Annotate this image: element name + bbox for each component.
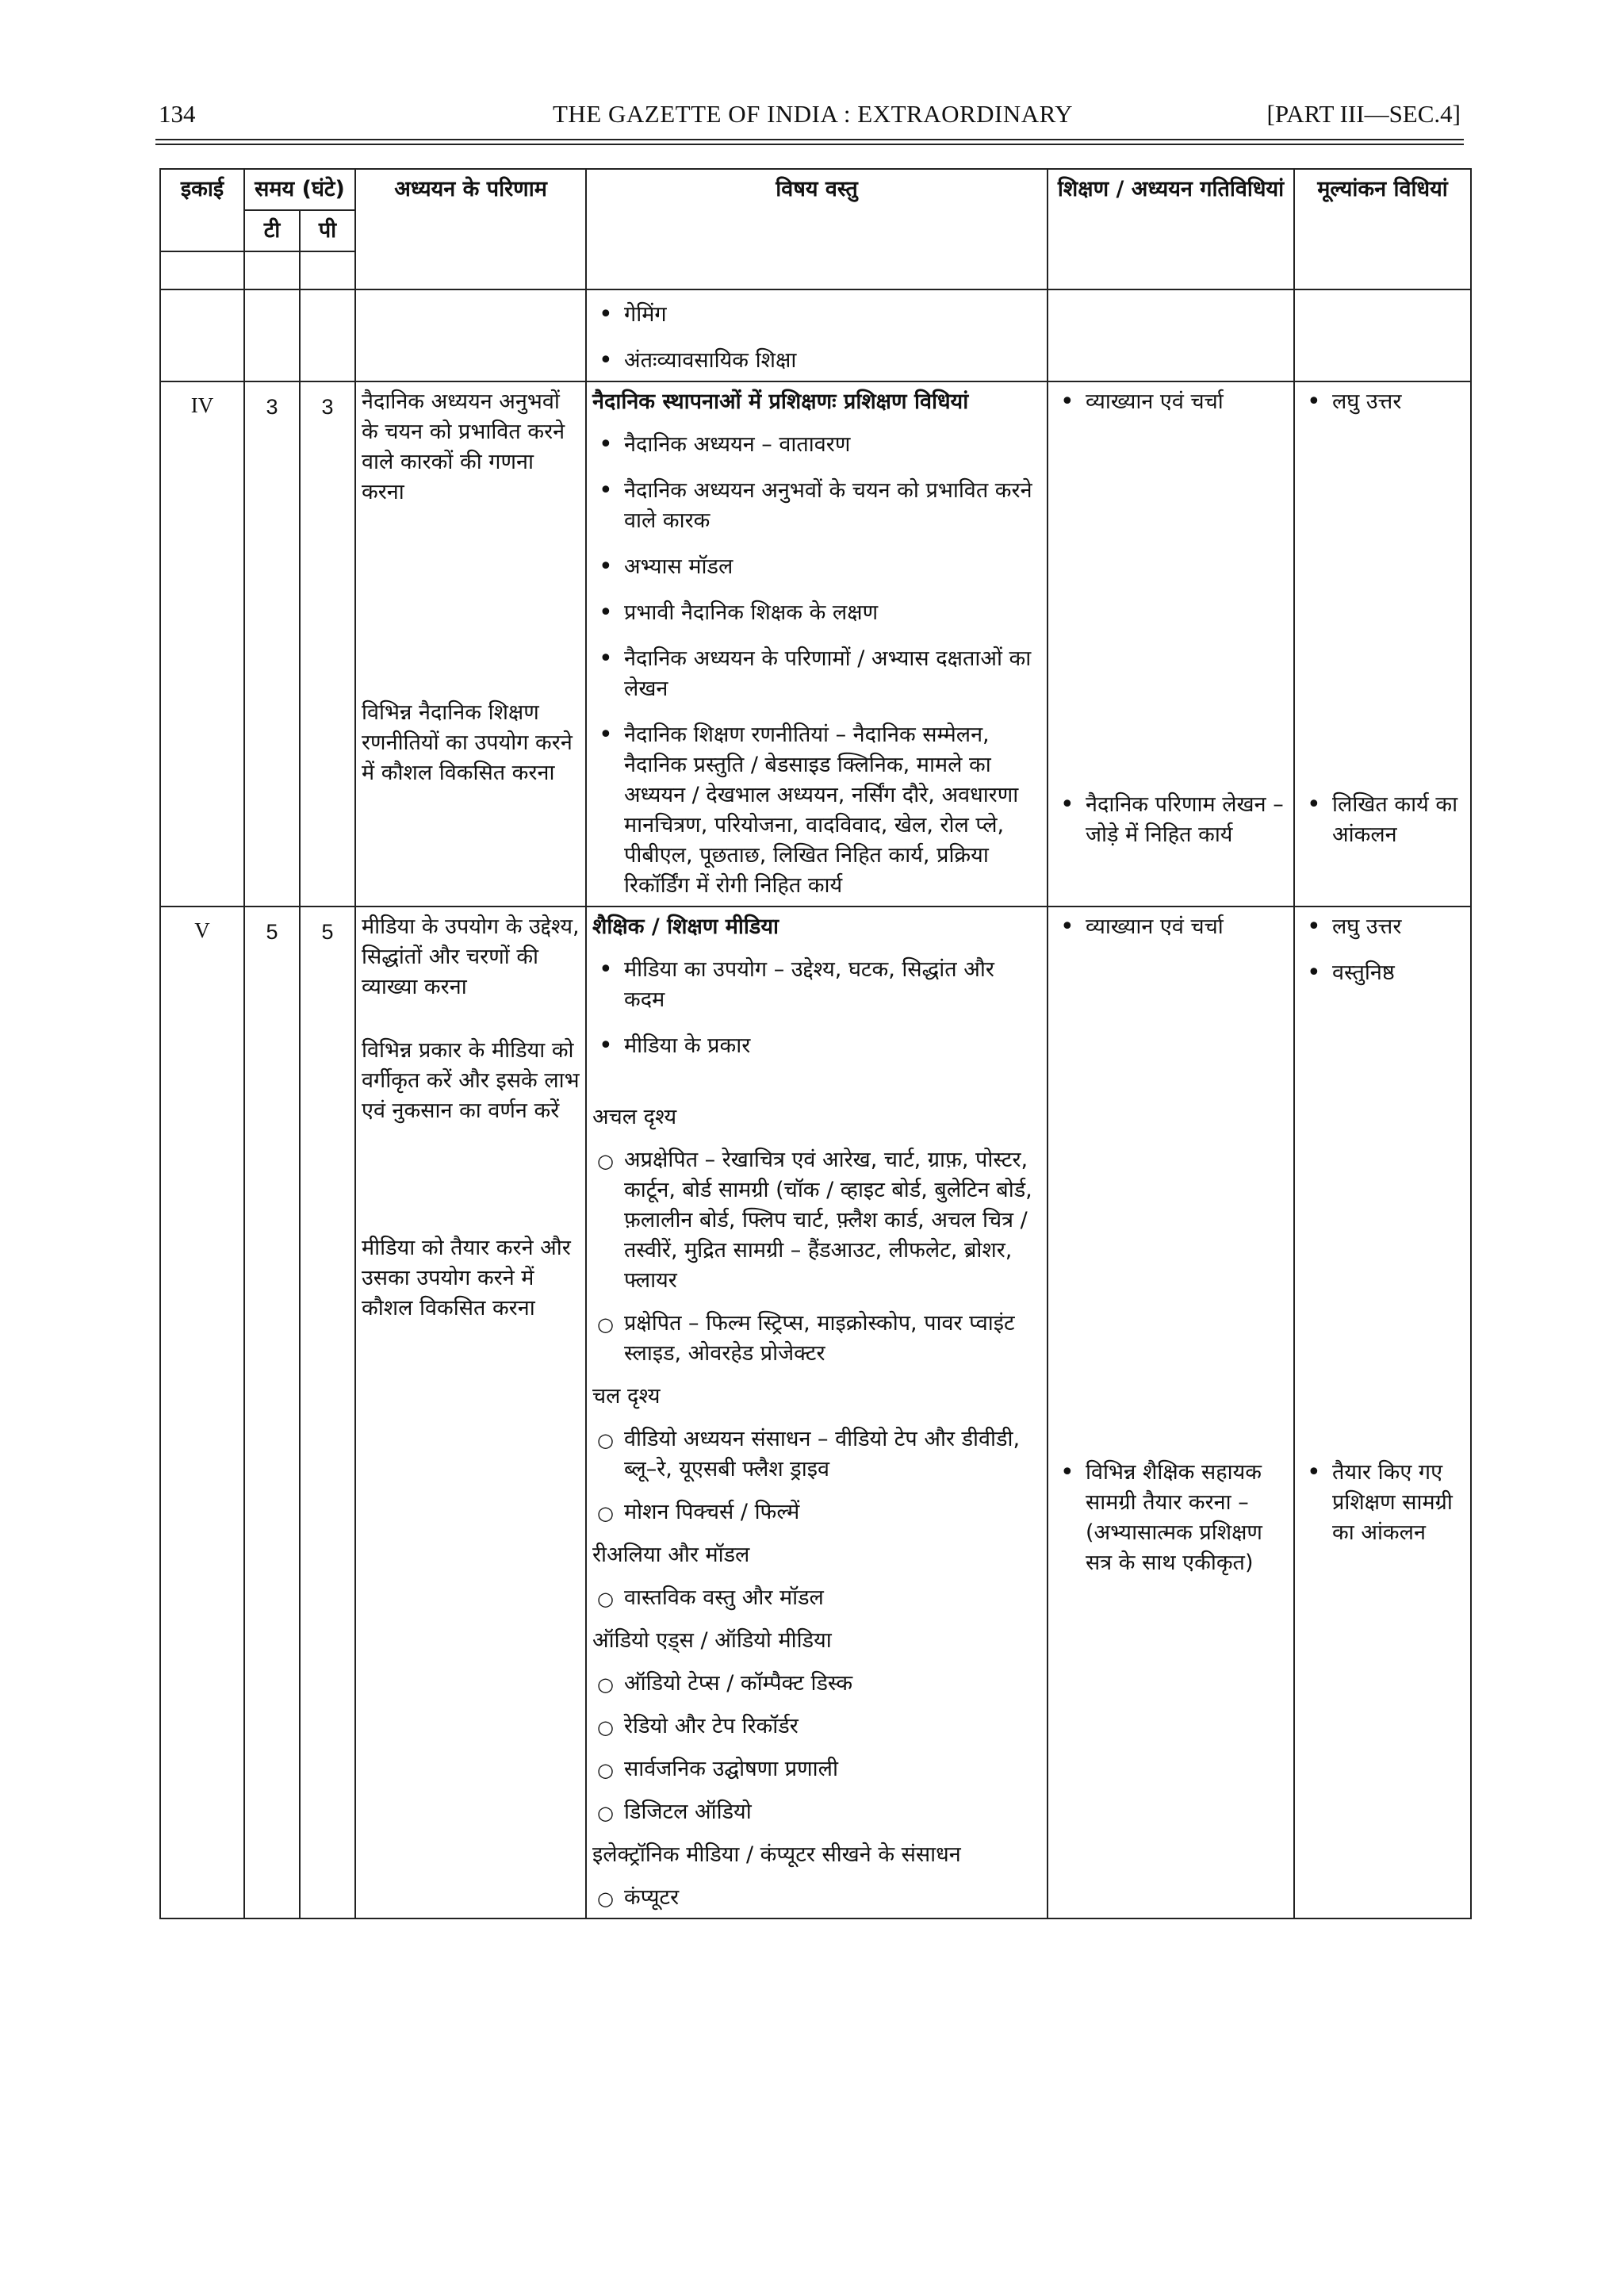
header-spacer [244,251,300,289]
subheading: रीअलिया और मॉडल [592,1543,750,1567]
outcomes-cell [355,907,586,1918]
list-item: • वस्तुनिष्ठ [1300,958,1465,988]
table-row-continuation [160,289,1471,381]
outcome-text: विभिन्न प्रकार के मीडिया को वर्गीकृत करें और इसके लाभ एवं नुकसान का वर्णन करें [362,1038,580,1123]
list-item: • गेमिंग [592,300,1041,330]
list-item: • मीडिया का उपयोग – उद्देश्य, घटक, सिद्धांत और कदम [592,955,1041,1015]
list-item: • लघु उत्तर [1300,387,1465,417]
list-item: • नैदानिक अध्ययन के परिणामों / अभ्यास दक्षताओं का लेखन [592,644,1041,704]
unit-number: V [160,907,244,1918]
subheading: चल दृश्य [592,1384,661,1409]
list-item: • प्रभावी नैदानिक शिक्षक के लक्षण [592,598,1041,628]
list-item: ○ प्रक्षेपित – फिल्म स्ट्रिप्स, माइक्रोस्कोप, पावर प्वाइंट स्लाइड, ओवरहेड प्रोजेक्टर [592,1309,1041,1369]
list-item: ○ रेडियो और टेप रिकॉर्डर [592,1711,1041,1742]
header-rule-double [155,144,1464,145]
activities-list [1054,387,1288,850]
outcome-text: नैदानिक अध्ययन अनुभवों के चयन को प्रभावित करने वाले कारकों की गणना करना [362,389,565,504]
empty-cell [1048,289,1294,381]
content-list [592,430,1041,901]
subheading: ऑडियो एड्स / ऑडियो मीडिया [592,1628,832,1653]
empty-cell [160,289,244,381]
evaluation-list [1300,387,1465,850]
list-item: • मीडिया के प्रकार [592,1031,1041,1061]
col-header-t: टी [244,210,300,251]
theory-hours: 3 [244,381,300,907]
outcome-text: मीडिया को तैयार करने और उसका उपयोग करने में कौशल विकसित करना [362,1236,571,1320]
sub-list [592,1669,1041,1827]
list-item: • अभ्यास मॉडल [592,552,1041,582]
gazette-title: THE GAZETTE OF INDIA : EXTRAORDINARY [552,100,1074,128]
col-header-unit: इकाई [160,169,244,251]
content-cell [586,289,1048,381]
list-item: ○ वीडियो अध्ययन संसाधन – वीडियो टेप और डीवीडी, ब्लू–रे, यूएसबी फ्लैश ड्राइव [592,1424,1041,1485]
sub-list [592,1883,1041,1913]
list-item: ○ मोशन पिक्चर्स / फिल्में [592,1497,1041,1527]
col-header-evaluation: मूल्यांकन विधियां [1294,169,1471,289]
list-item: ○ वास्तविक वस्तु और मॉडल [592,1583,1041,1613]
sub-list [592,1145,1041,1369]
subheading: अचल दृश्य [592,1105,677,1129]
list-item: • लिखित कार्य का आंकलन [1300,790,1465,850]
list-item: • अंतःव्यावसायिक शिक्षा [592,346,1041,376]
list-item: • लघु उत्तर [1300,912,1465,942]
theory-hours: 5 [244,907,300,1918]
empty-cell [300,289,355,381]
list-item: • नैदानिक अध्ययन अनुभवों के चयन को प्रभावित करने वाले कारक [592,476,1041,536]
empty-cell [244,289,300,381]
content-heading: शैक्षिक / शिक्षण मीडिया [592,914,779,939]
evaluation-list [1300,912,1465,1548]
practical-hours: 5 [300,907,355,1918]
header-rule [155,139,1464,140]
content-list [592,300,1041,376]
activities-cell [1048,381,1294,907]
sub-list [592,1424,1041,1527]
list-item: ○ ऑडियो टेप्स / कॉम्पैक्ट डिस्क [592,1669,1041,1699]
list-item: ○ अप्रक्षेपित – रेखाचित्र एवं आरेख, चार्ट, ग्राफ़, पोस्टर, कार्टून, बोर्ड सामग्री (चॉक / व्हाइट बोर्ड, बुलेटिन बोर्ड, फ़लालीन बोर्ड, फ्लिप चार्ट, फ़्लैश कार्ड, अचल चित्र / तस्वीरें, मुद्रित सामग्री – हैंडआउट, लीफलेट, ब्रोशर, फ्लायर [592,1145,1041,1296]
outcomes-cell [355,381,586,907]
content-cell [586,907,1048,1918]
table-row-unit-iv [160,381,1471,907]
header-spacer [160,251,244,289]
list-item: ○ कंप्यूटर [592,1883,1041,1913]
page-header [159,94,1467,133]
list-item: • नैदानिक शिक्षण रणनीतियां – नैदानिक सम्मेलन, नैदानिक प्रस्तुति / बेडसाइड क्लिनिक, मामले का अध्ययन / देखभाल अध्ययन, नर्सिंग दौरे, अवधारणा मानचित्रण, परियोजना, वादविवाद, खेल, रोल प्ले, पीबीएल, पूछताछ, लिखित निहित कार्य, प्रक्रिया रिकॉर्डिंग में रोगी निहित कार्य [592,720,1041,901]
outcome-text: विभिन्न नैदानिक शिक्षण रणनीतियों का उपयोग करने में कौशल विकसित करना [362,700,573,785]
subheading: इलेक्ट्रॉनिक मीडिया / कंप्यूटर सीखने के संसाधन [592,1842,961,1867]
list-item: ○ डिजिटल ऑडियो [592,1797,1041,1827]
list-item: • व्याख्यान एवं चर्चा [1054,387,1288,417]
list-item: • नैदानिक परिणाम लेखन – जोड़े में निहित कार्य [1054,790,1288,850]
header-row [160,169,1471,210]
list-item: • व्याख्यान एवं चर्चा [1054,912,1288,942]
outcome-text: मीडिया के उपयोग के उद्देश्य, सिद्धांतों और चरणों की व्याख्या करना [362,914,580,999]
activities-list [1054,912,1288,1578]
empty-cell [355,289,586,381]
col-header-content: विषय वस्तु [586,169,1048,289]
list-item: • तैयार किए गए प्रशिक्षण सामग्री का आंकलन [1300,1458,1465,1548]
table-row-unit-v [160,907,1471,1918]
col-header-outcomes: अध्ययन के परिणाम [355,169,586,289]
evaluation-cell [1294,381,1471,907]
col-header-time: समय (घंटे) [244,169,355,210]
empty-cell [1294,289,1471,381]
list-item: ○ सार्वजनिक उद्घोषणा प्रणाली [592,1754,1041,1784]
practical-hours: 3 [300,381,355,907]
evaluation-cell [1294,907,1471,1918]
header-spacer [300,251,355,289]
unit-number: IV [160,381,244,907]
content-heading: नैदानिक स्थापनाओं में प्रशिक्षणः प्रशिक्षण विधियां [592,389,969,414]
content-cell [586,381,1048,907]
curriculum-table [159,168,1472,1919]
list-item: • विभिन्न शैक्षिक सहायक सामग्री तैयार करना – (अभ्यासात्मक प्रशिक्षण सत्र के साथ एकीकृत) [1054,1458,1288,1578]
part-section: [PART III—SEC.4] [1266,100,1461,128]
sub-list [592,1583,1041,1613]
list-item: • नैदानिक अध्ययन – वातावरण [592,430,1041,460]
col-header-p: पी [300,210,355,251]
col-header-activities: शिक्षण / अध्ययन गतिविधियां [1048,169,1294,289]
activities-cell [1048,907,1294,1918]
content-list [592,955,1041,1061]
page-number: 134 [159,100,196,128]
